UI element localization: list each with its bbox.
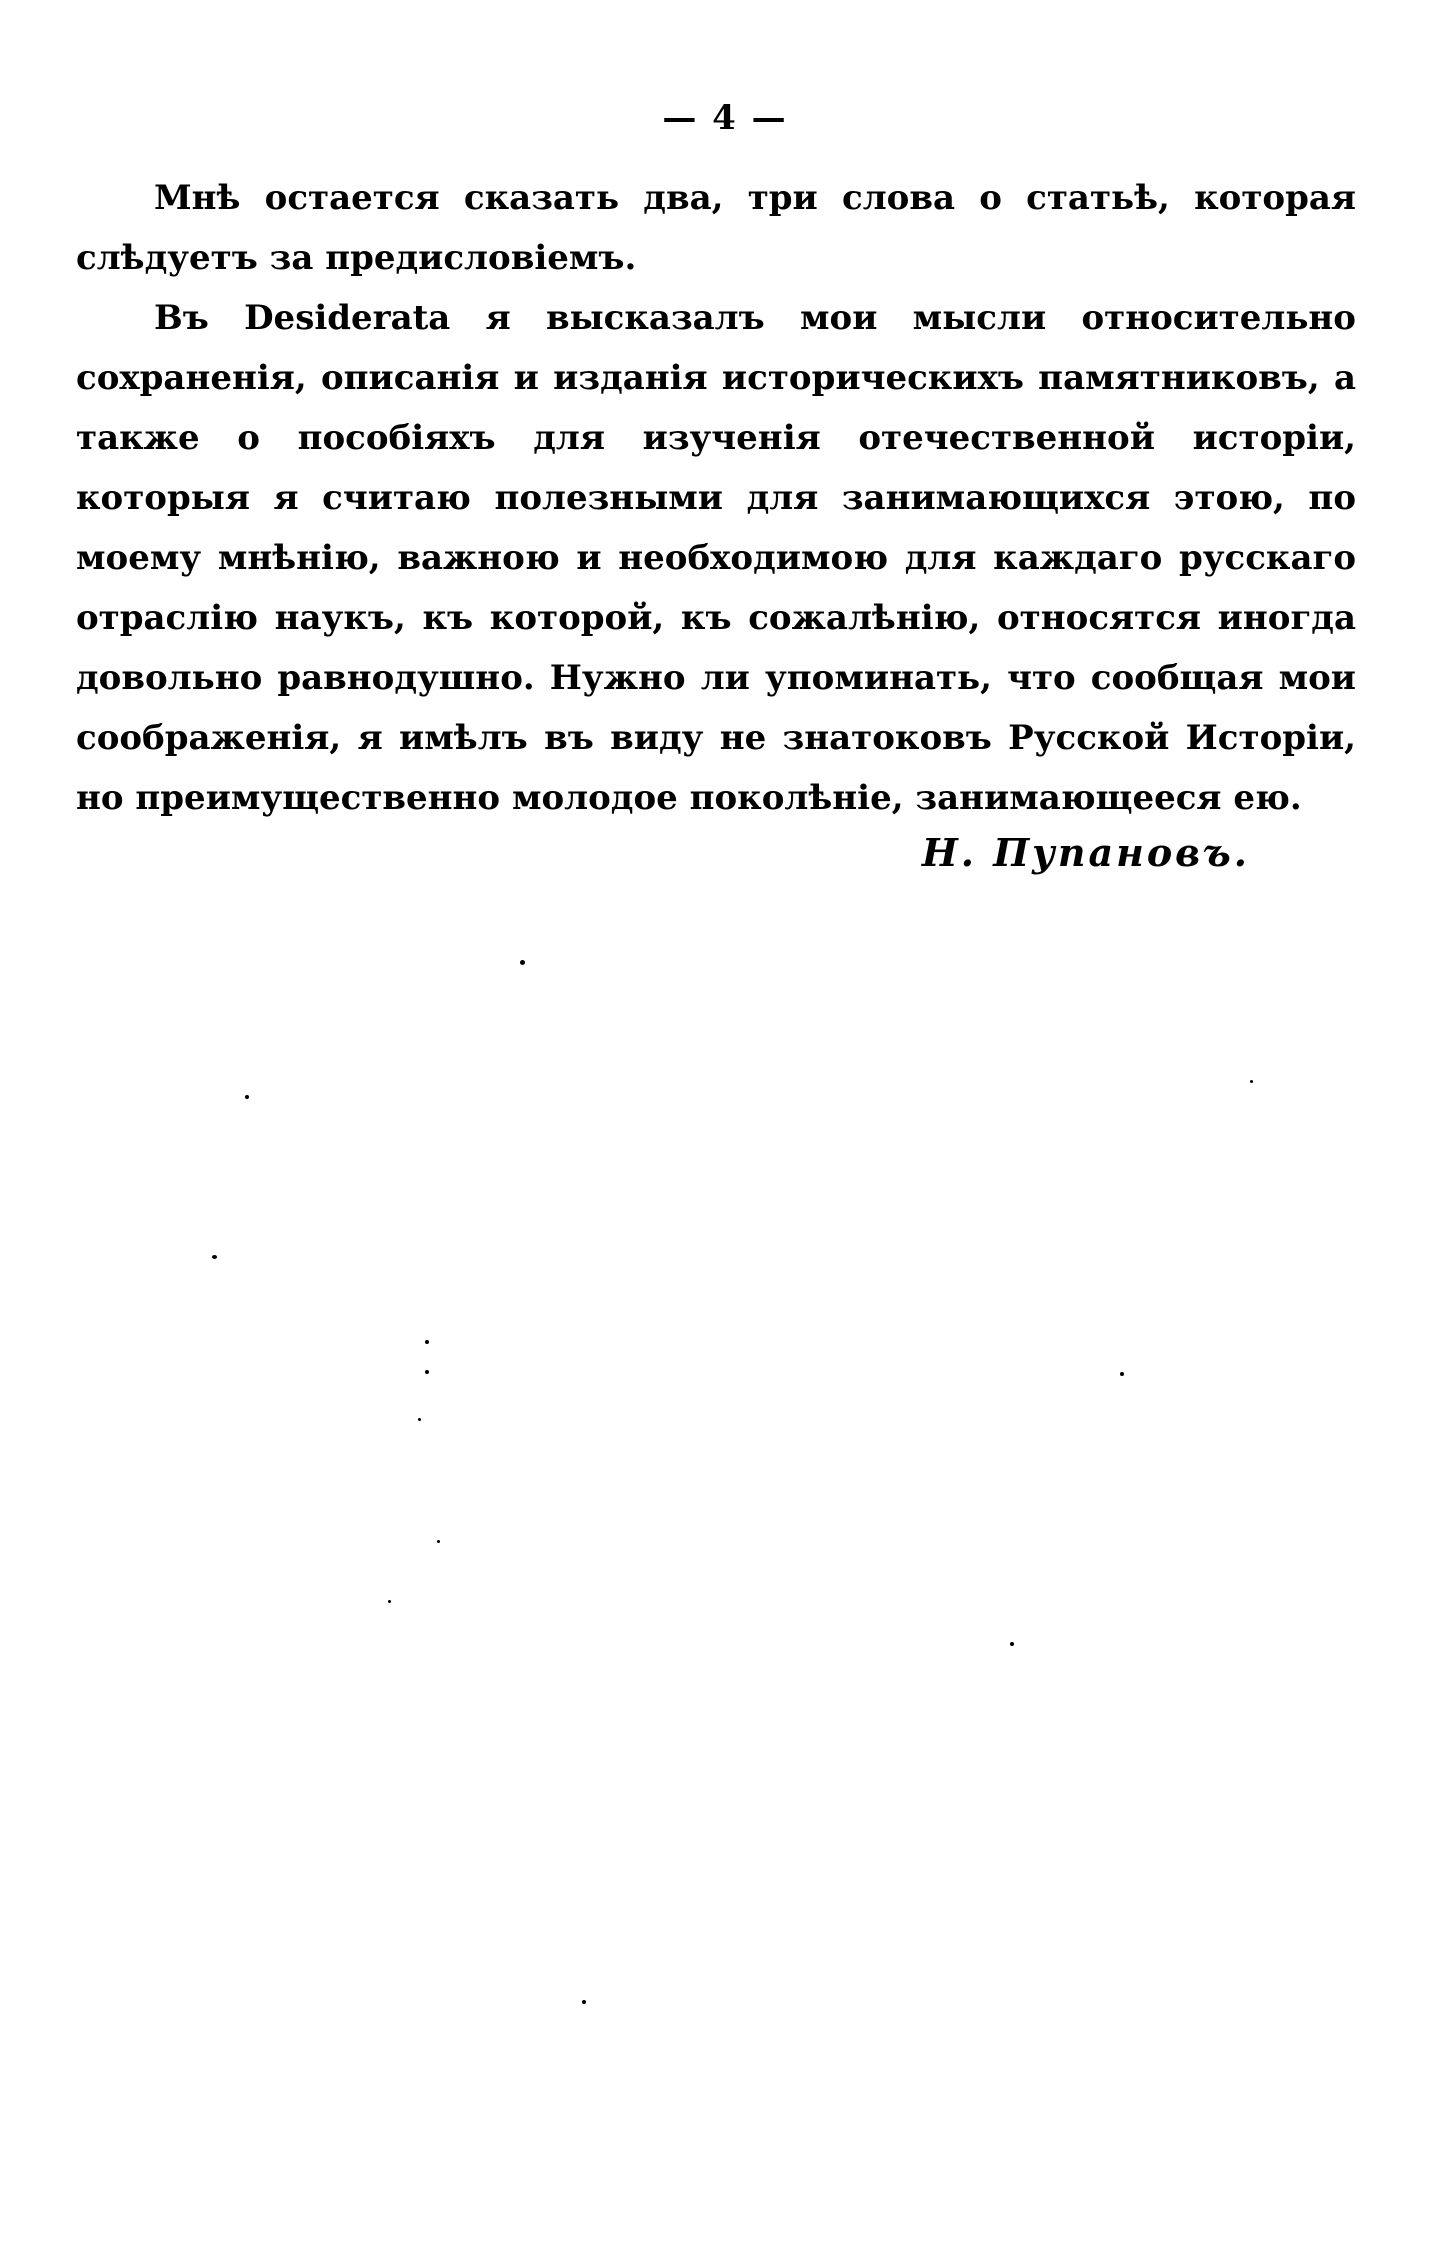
paragraph-2: Въ Desiderata я высказалъ мои мысли относительно сохраненія, описанія и изданія историческихъ памятниковъ, а также о пособіяхъ для изученія отечественной исторіи, которыя я считаю полезными для занимающихся этою, по моему мнѣнію, важною и необходимою для каждаго русскаго отраслію наукъ, къ которой, къ сожалѣнію, относятся иногда довольно равнодушно. Нужно ли упоминать, что сообщая мои соображенія, я имѣлъ въ виду не знатоковъ Русской Исторіи, но преимущественно молодое поколѣніе, занимающееся ею.: [76, 298, 1356, 818]
body-text: [76, 168, 1356, 828]
scan-speck: [1250, 1080, 1253, 1083]
scan-speck: [245, 1095, 249, 1099]
scan-speck: [520, 960, 525, 965]
scan-speck: [418, 1418, 421, 1421]
scan-speck: [425, 1370, 429, 1374]
paragraph-1: Мнѣ остается сказать два, три слова о статьѣ, которая слѣдуетъ за предисловіемъ.: [76, 178, 1356, 278]
author-signature: Н. Пупановъ.: [921, 830, 1250, 875]
scan-speck: [1120, 1372, 1124, 1376]
page-number: — 4 —: [662, 98, 788, 138]
scan-speck: [388, 1600, 391, 1603]
scan-speck: [582, 2000, 586, 2004]
scan-speck: [425, 1340, 429, 1344]
scan-speck: [212, 1255, 217, 1259]
scan-speck: [437, 1540, 440, 1543]
scan-speck: [1010, 1642, 1014, 1646]
